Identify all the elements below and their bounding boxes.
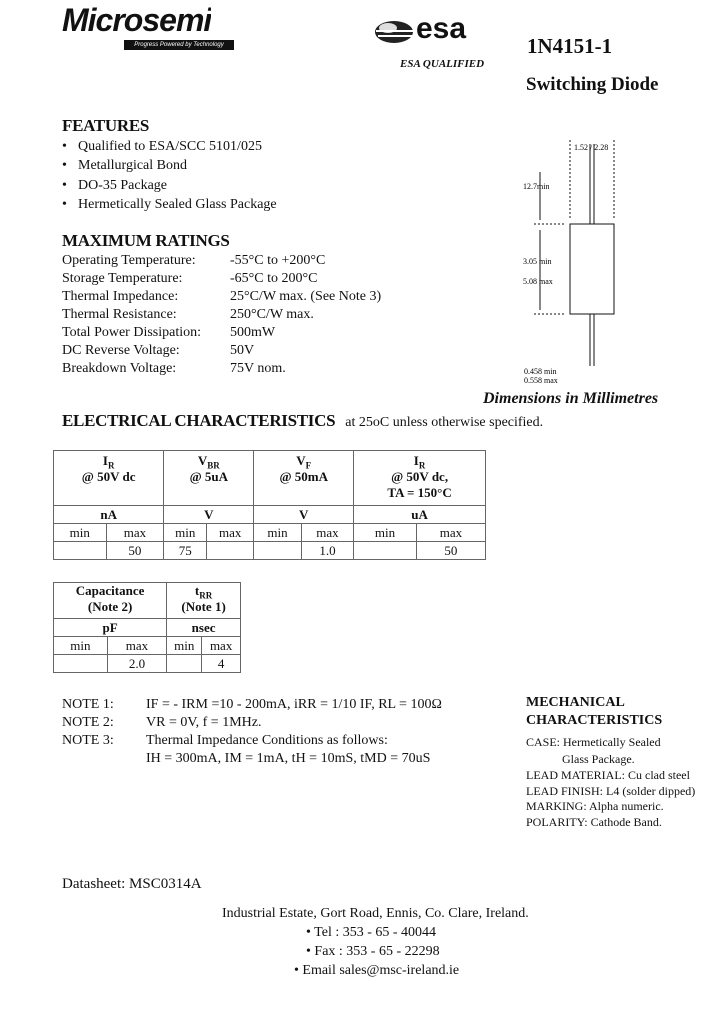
rating-label: Breakdown Voltage: bbox=[62, 361, 177, 376]
datasheet-number: Datasheet: MSC0314A bbox=[62, 876, 202, 892]
mechanical-line: CASE: Hermetically Sealed bbox=[526, 735, 661, 749]
electrical-condition: at 25oC unless otherwise specified. bbox=[345, 415, 544, 430]
note-text: IH = 300mA, IM = 1mA, tH = 10mS, tMD = 70uS bbox=[146, 751, 431, 766]
fax: • Fax : 353 - 65 - 22298 bbox=[306, 944, 440, 959]
mechanical-line: LEAD FINISH: L4 (solder dipped) bbox=[526, 784, 696, 798]
diode-body bbox=[570, 224, 614, 314]
mechanical-line: Glass Package. bbox=[562, 752, 635, 766]
svg-text:0.558 max: 0.558 max bbox=[524, 376, 558, 384]
mechanical-line: MARKING: Alpha numeric. bbox=[526, 799, 664, 813]
max-ratings-heading: MAXIMUM RATINGS bbox=[62, 231, 230, 250]
svg-text:3.05 min: 3.05 min bbox=[523, 257, 552, 266]
note-text: IF = - IRM =10 - 200mA, iRR = 1/10 IF, RL = 100Ω bbox=[146, 697, 442, 712]
rating-value: -55°C to +200°C bbox=[230, 253, 326, 268]
rating-label: Thermal Impedance: bbox=[62, 289, 179, 304]
address: Industrial Estate, Gort Road, Ennis, Co. Clare, Ireland. bbox=[222, 906, 529, 921]
features-list bbox=[62, 137, 277, 214]
dimensions-caption: Dimensions in Millimetres bbox=[483, 390, 659, 407]
rating-label: Storage Temperature: bbox=[62, 271, 183, 286]
esa-qualified: ESA QUALIFIED bbox=[400, 58, 485, 70]
phone: • Tel : 353 - 65 - 40044 bbox=[306, 925, 437, 940]
rating-value: 50V bbox=[230, 343, 255, 358]
feature-item: • Metallurgical Bond bbox=[62, 156, 277, 175]
feature-item: • Qualified to ESA/SCC 5101/025 bbox=[62, 137, 277, 156]
device-type: Switching Diode bbox=[526, 74, 659, 95]
svg-text:esa: esa bbox=[416, 12, 467, 45]
rating-value: 25°C/W max. (See Note 3) bbox=[230, 289, 382, 304]
esa-globe-icon bbox=[375, 21, 414, 43]
mechanical-line: LEAD MATERIAL: Cu clad steel bbox=[526, 768, 690, 782]
microsemi-logo: Microsemi bbox=[62, 6, 212, 36]
rating-value: -65°C to 200°C bbox=[230, 271, 318, 286]
note-text: VR = 0V, f = 1MHz. bbox=[146, 715, 262, 730]
svg-text:1.52 / 2.28: 1.52 / 2.28 bbox=[574, 143, 609, 152]
note-label: NOTE 1: bbox=[62, 697, 114, 712]
part-number: 1N4151-1 bbox=[527, 34, 613, 58]
svg-text:5.08 max: 5.08 max bbox=[523, 277, 553, 286]
note-label: NOTE 3: bbox=[62, 733, 114, 748]
email[interactable]: • Email sales@msc-ireland.ie bbox=[294, 963, 460, 978]
mechanical-heading: CHARACTERISTICS bbox=[526, 713, 663, 728]
electrical-heading: ELECTRICAL CHARACTERISTICS bbox=[62, 411, 336, 430]
package-outline-drawing bbox=[518, 134, 618, 384]
svg-text:0.458 min: 0.458 min bbox=[524, 367, 557, 376]
feature-item: • Hermetically Sealed Glass Package bbox=[62, 195, 277, 214]
note-label: NOTE 2: bbox=[62, 715, 114, 730]
electrical-table: $I_R$ @ 50V dc $V_{BR}$ @ 5uA $V_F$ @ 50mA $I_R$ @ 50V dc, TA = 150°C nA V V uA min max min max min max min max 50 75 1.0 50 bbox=[53, 450, 486, 560]
feature-item: • DO-35 Package bbox=[62, 176, 277, 195]
svg-text:12.7min: 12.7min bbox=[523, 182, 550, 191]
rating-value: 75V nom. bbox=[230, 361, 286, 376]
electrical-heading-row bbox=[62, 411, 543, 431]
capacitance-table: Capacitance (Note 2) $t_{RR}$ (Note 1) pF nsec min max min max 2.0 4 bbox=[53, 582, 241, 673]
features-heading: FEATURES bbox=[62, 116, 150, 135]
rating-value: 250°C/W max. bbox=[230, 307, 314, 322]
esa-logo bbox=[372, 10, 496, 46]
mechanical-heading: MECHANICAL bbox=[526, 695, 625, 710]
rating-label: Thermal Resistance: bbox=[62, 307, 177, 322]
rating-label: Total Power Dissipation: bbox=[62, 325, 202, 340]
rating-label: Operating Temperature: bbox=[62, 253, 196, 268]
rating-value: 500mW bbox=[230, 325, 276, 340]
brand-tagline: Progress Powered by Technology bbox=[124, 40, 234, 50]
mechanical-line: POLARITY: Cathode Band. bbox=[526, 815, 662, 829]
rating-label: DC Reverse Voltage: bbox=[62, 343, 180, 358]
note-text: Thermal Impedance Conditions as follows: bbox=[146, 733, 388, 748]
